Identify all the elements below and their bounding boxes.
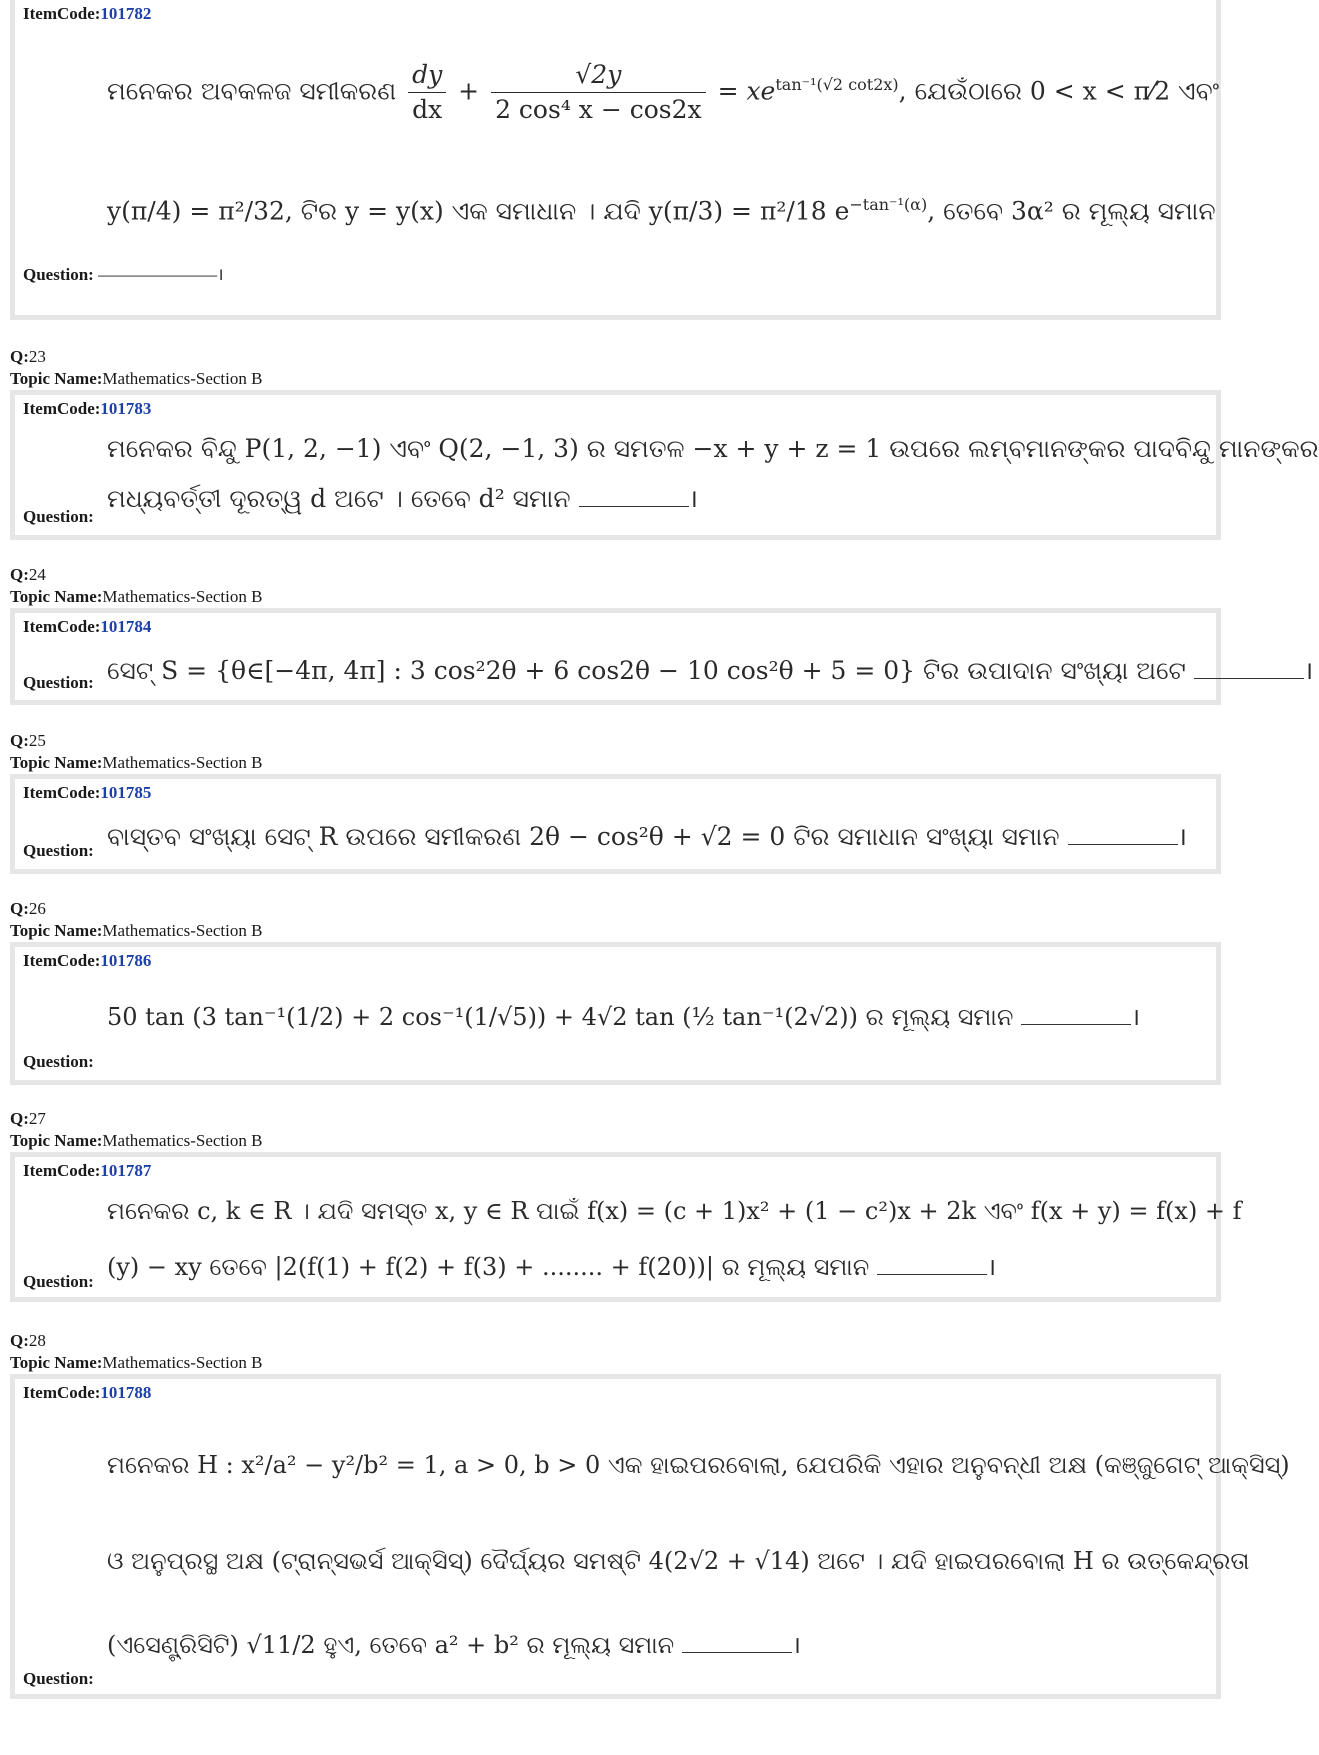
itemcode-label: ItemCode: bbox=[23, 951, 101, 970]
answer-blank[interactable] bbox=[579, 484, 689, 507]
itemcode-label: ItemCode: bbox=[23, 4, 101, 23]
q22-card bbox=[10, 0, 1221, 320]
topic-label: Topic Name: bbox=[10, 369, 103, 388]
q26-line1-text: 50 tan (3 tan⁻¹(1/2) + 2 cos⁻¹(1/√5)) + 4√2 tan (½ tan⁻¹(2√2)) ର ମୂଲ୍ୟ ସମାନ bbox=[107, 1003, 1014, 1031]
frac-den: dx bbox=[412, 95, 443, 125]
q-number: 25 bbox=[28, 731, 46, 750]
topic-name: Mathematics-Section B bbox=[102, 921, 263, 940]
q28-itemcode bbox=[23, 1383, 151, 1403]
q23-line2 bbox=[107, 479, 1206, 519]
q-label: Q: bbox=[10, 347, 29, 366]
topic-label: Topic Name: bbox=[10, 1353, 103, 1372]
q27-line1: ମନେକର c, k ∈ R । ଯଦି ସମସ୍ତ x, y ∈ R ପାଇଁ f(x) = (c + 1)x² + (1 − c²)x + 2k ଏବଂ f(x + y) = f(x) + f bbox=[107, 1197, 1242, 1225]
q24-question-label: Question: bbox=[23, 673, 94, 692]
q27-line2 bbox=[107, 1247, 1206, 1287]
q26-card bbox=[10, 942, 1221, 1085]
q22-line2-a: y(π/4) = π²/32, ଟିର y = y(x) ଏକ ସମାଧାନ । ଯଦି y(π/3) = π²/18 e bbox=[107, 196, 850, 226]
q23-itemcode bbox=[23, 399, 151, 419]
q24-line1-text: ସେଟ୍ S = {θ∈[−4π, 4π] : 3 cos²2θ + 6 cos2θ − 10 cos²θ + 5 = 0} ଟିର ଉପାଦାନ ସଂଖ୍ୟା ଅଟେ bbox=[107, 656, 1186, 685]
q23-card bbox=[10, 390, 1319, 540]
q23-question-label: Question: bbox=[23, 507, 94, 526]
q28-question-label: Question: bbox=[23, 1669, 94, 1688]
q28-header bbox=[10, 1330, 1225, 1374]
q24-header bbox=[10, 564, 1225, 608]
frac-num: dy bbox=[408, 58, 446, 93]
q26-end: । bbox=[1131, 1003, 1141, 1031]
answer-blank[interactable] bbox=[682, 1630, 792, 1653]
q22-line1 bbox=[107, 40, 1220, 136]
q27-end: । bbox=[986, 1253, 997, 1281]
q-label: Q: bbox=[10, 1331, 29, 1350]
q28-line2: ଓ ଅନୁପ୍ରସ୍ଥ ଅକ୍ଷ (ଟ୍ରାନ୍ସଭର୍ସ ଆକ୍ସିସ୍) ଦୈର୍ଘ୍ୟର ସମଷ୍ଟି 4(2√2 + √14) ଅଟେ । ଯଦି ହାଇପରବୋଲା H ର ଉତ୍କେନ୍ଦ୍ରତା bbox=[107, 1547, 1250, 1575]
itemcode-value: 101782 bbox=[100, 4, 152, 23]
q22-line2 bbox=[107, 170, 1216, 246]
q28-line3-text: (ଏସେଣ୍ଟ୍ରିସିଟି) √11/2 ହୁଏ, ତେବେ a² + b² ର ମୂଲ୍ୟ ସମାନ bbox=[107, 1631, 675, 1659]
q28-end: । bbox=[791, 1631, 801, 1659]
q23-line1: ମନେକର ବିନ୍ଦୁ P(1, 2, −1) ଏବଂ Q(2, −1, 3) ର ସମତଳ −x + y + z = 1 ଉପରେ ଲମ୍ବମାନଙ୍କର ପାଦବିନ୍ଦୁ ମାନଙ୍କର bbox=[107, 434, 1319, 463]
itemcode-label: ItemCode: bbox=[23, 399, 101, 418]
q-number: 24 bbox=[28, 565, 46, 584]
itemcode-label: ItemCode: bbox=[23, 617, 101, 636]
q25-line1-text: ବାସ୍ତବ ସଂଖ୍ୟା ସେଟ୍ R ଉପରେ ସମୀକରଣ 2θ − cos²θ + √2 = 0 ଟିର ସମାଧାନ ସଂଖ୍ୟା ସମାନ bbox=[107, 822, 1060, 851]
q25-line1 bbox=[107, 817, 1206, 857]
q24-end: । bbox=[1303, 656, 1314, 685]
q22-exponent: tan⁻¹(√2 cot2x) bbox=[775, 75, 899, 94]
question-label: Question: bbox=[23, 265, 94, 284]
itemcode-value: 101783 bbox=[100, 399, 152, 418]
q23-line2-text: ମଧ୍ୟବର୍ତ୍ତୀ ଦୂରତ୍ୱ d ଅଟେ । ତେବେ d² ସମାନ bbox=[107, 484, 571, 513]
q24-card bbox=[10, 608, 1314, 705]
q22-itemcode bbox=[23, 4, 151, 24]
q28-line3 bbox=[107, 1625, 1206, 1665]
q22-line2-exponent: −tan⁻¹(α) bbox=[849, 195, 928, 214]
q25-card bbox=[10, 774, 1221, 874]
topic-label: Topic Name: bbox=[10, 753, 103, 772]
topic-label: Topic Name: bbox=[10, 921, 103, 940]
q-number: 28 bbox=[28, 1331, 46, 1350]
itemcode-value: 101784 bbox=[100, 617, 152, 636]
q28-card bbox=[10, 1374, 1290, 1699]
topic-name: Mathematics-Section B bbox=[102, 1353, 263, 1372]
itemcode-label: ItemCode: bbox=[23, 1383, 101, 1402]
q-number: 23 bbox=[28, 347, 46, 366]
q24-itemcode bbox=[23, 617, 151, 637]
topic-name: Mathematics-Section B bbox=[102, 369, 263, 388]
q25-question-label: Question: bbox=[23, 841, 94, 860]
q26-question-label: Question: bbox=[23, 1052, 94, 1071]
q26-line1 bbox=[107, 997, 1206, 1037]
q23-end: । bbox=[688, 484, 699, 513]
q-label: Q: bbox=[10, 565, 29, 584]
topic-name: Mathematics-Section B bbox=[102, 1131, 263, 1150]
q22-frac-main bbox=[491, 58, 706, 127]
q22-frac-dydx bbox=[408, 58, 446, 127]
q-label: Q: bbox=[10, 731, 29, 750]
q22-line2-b: , ତେବେ 3α² ର ମୂଲ୍ୟ ସମାନ bbox=[927, 196, 1216, 226]
q-label: Q: bbox=[10, 899, 29, 918]
q22-question-row bbox=[23, 262, 224, 285]
topic-name: Mathematics-Section B bbox=[102, 753, 263, 772]
itemcode-label: ItemCode: bbox=[23, 1161, 101, 1180]
itemcode-value: 101787 bbox=[100, 1161, 152, 1180]
q24-line1 bbox=[107, 651, 1314, 691]
q25-end: । bbox=[1177, 822, 1188, 851]
topic-label: Topic Name: bbox=[10, 1131, 103, 1150]
q26-itemcode bbox=[23, 951, 151, 971]
q-label: Q: bbox=[10, 1109, 29, 1128]
q22-line1-tail: , ଯେଉଁଠାରେ 0 < x < π⁄2 ଏବଂ bbox=[898, 76, 1220, 106]
q27-card bbox=[10, 1152, 1242, 1302]
q25-header bbox=[10, 730, 1225, 774]
q27-itemcode bbox=[23, 1161, 151, 1181]
q23-header bbox=[10, 346, 1225, 390]
q22-line1-text: ମନେକର ଅବକଳଜ ସମୀକରଣ bbox=[107, 76, 397, 106]
frac-num: √2y bbox=[491, 58, 706, 93]
frac-den: 2 cos⁴ x − cos2x bbox=[495, 95, 702, 125]
answer-blank[interactable] bbox=[1021, 1002, 1131, 1025]
topic-label: Topic Name: bbox=[10, 587, 103, 606]
itemcode-value: 101788 bbox=[100, 1383, 152, 1402]
q22-plus: + bbox=[458, 76, 480, 106]
answer-blank[interactable] bbox=[1068, 822, 1178, 845]
q26-header bbox=[10, 898, 1225, 942]
itemcode-label: ItemCode: bbox=[23, 783, 101, 802]
topic-name: Mathematics-Section B bbox=[102, 587, 263, 606]
itemcode-value: 101785 bbox=[100, 783, 152, 802]
answer-blank[interactable] bbox=[877, 1252, 987, 1275]
q27-header bbox=[10, 1108, 1225, 1152]
answer-blank[interactable]: ———————। bbox=[98, 265, 224, 284]
q27-question-label: Question: bbox=[23, 1272, 94, 1291]
answer-blank[interactable] bbox=[1194, 656, 1304, 679]
q-number: 27 bbox=[28, 1109, 46, 1128]
q22-rhs: = xe bbox=[717, 76, 776, 106]
q28-line1: ମନେକର H : x²/a² − y²/b² = 1, a > 0, b > 0 ଏକ ହାଇପରବୋଲା, ଯେପରିକି ଏହାର ଅନୁବନ୍ଧୀ ଅକ୍ଷ (କଞ୍ଜୁଗେଟ୍ ଆକ୍ସିସ୍) bbox=[107, 1451, 1290, 1479]
q27-line2-text: (y) − xy ତେବେ |2(f(1) + f(2) + f(3) + ........ + f(20))| ର ମୂଲ୍ୟ ସମାନ bbox=[107, 1253, 870, 1281]
q25-itemcode bbox=[23, 783, 151, 803]
q-number: 26 bbox=[28, 899, 46, 918]
itemcode-value: 101786 bbox=[100, 951, 152, 970]
